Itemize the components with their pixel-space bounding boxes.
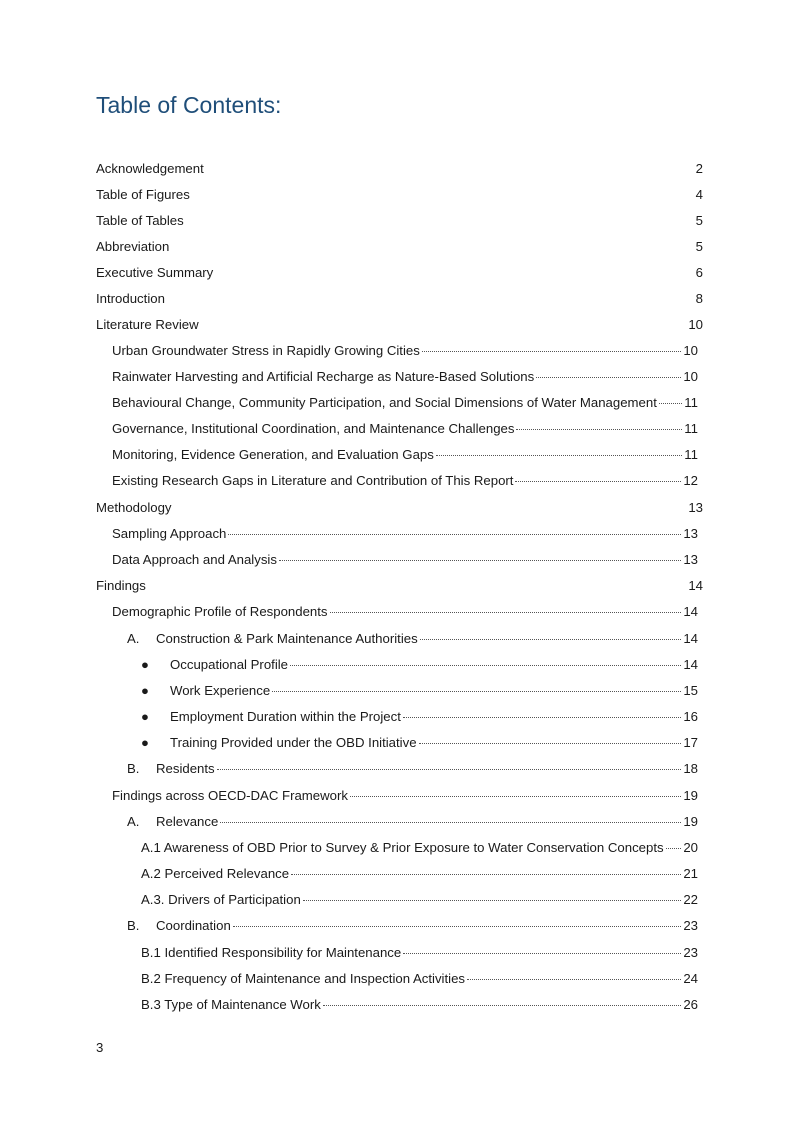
toc-entry-label: Construction & Park Maintenance Authorities <box>156 631 418 646</box>
toc-entry[interactable] <box>112 447 698 463</box>
toc-entry-page: 2 <box>695 161 703 176</box>
toc-entry-label: Employment Duration within the Project <box>170 709 401 724</box>
toc-entry[interactable] <box>96 291 703 307</box>
toc-entry-marker: A. <box>127 814 140 829</box>
toc-entry-label: Sampling Approach <box>112 526 227 541</box>
toc-entry-page: 4 <box>695 187 703 202</box>
toc-entry-page: 26 <box>683 997 698 1012</box>
toc-entry-marker: B. <box>127 918 140 933</box>
toc-dot-leader <box>536 377 681 378</box>
bullet-icon: ● <box>141 709 149 724</box>
toc-entry-page: 14 <box>683 631 698 646</box>
page-number: 3 <box>96 1040 104 1055</box>
toc-entry-label: Data Approach and Analysis <box>112 552 277 567</box>
toc-entry-label: A.1 Awareness of OBD Prior to Survey & Prior Exposure to Water Conservation Concepts <box>141 840 664 855</box>
toc-entry-page: 23 <box>683 945 698 960</box>
toc-entry-label: B.3 Type of Maintenance Work <box>141 997 321 1012</box>
toc-dot-leader <box>330 612 682 613</box>
toc-entry-label: Acknowledgement <box>96 161 204 176</box>
toc-entry[interactable] <box>112 343 698 359</box>
toc-entry[interactable] <box>96 317 703 333</box>
toc-entry-label: Behavioural Change, Community Participation, and Social Dimensions of Water Management <box>112 395 657 410</box>
toc-entry[interactable] <box>141 945 698 961</box>
toc-entry-page: 16 <box>683 709 698 724</box>
toc-entry[interactable] <box>112 526 698 542</box>
toc-entry-label: Table of Tables <box>96 213 184 228</box>
toc-entry-label: Residents <box>156 761 215 776</box>
toc-dot-leader <box>290 665 681 666</box>
toc-dot-leader <box>279 560 681 561</box>
toc-entry-page: 24 <box>683 971 698 986</box>
toc-entry-page: 11 <box>684 421 698 436</box>
toc-entry-marker: B. <box>127 761 140 776</box>
toc-entry-page: 23 <box>683 918 698 933</box>
toc-entry-page: 19 <box>683 788 698 803</box>
toc-entry[interactable] <box>96 161 703 177</box>
toc-dot-leader <box>420 639 682 640</box>
toc-entry-page: 19 <box>683 814 698 829</box>
toc-dot-leader <box>233 926 682 927</box>
toc-entry[interactable] <box>127 814 698 830</box>
toc-entry[interactable] <box>96 265 703 281</box>
toc-entry[interactable] <box>141 709 698 725</box>
toc-entry[interactable] <box>96 187 703 203</box>
toc-entry[interactable] <box>112 788 698 804</box>
toc-entry-page: 15 <box>683 683 698 698</box>
toc-dot-leader <box>436 455 682 456</box>
toc-dot-leader <box>323 1005 681 1006</box>
toc-entry-label: Rainwater Harvesting and Artificial Recharge as Nature-Based Solutions <box>112 369 535 384</box>
bullet-icon: ● <box>141 657 149 672</box>
toc-entry[interactable] <box>141 997 698 1013</box>
toc-entry[interactable] <box>96 500 703 516</box>
toc-entry-page: 12 <box>683 473 698 488</box>
toc-entry-page: 11 <box>684 447 698 462</box>
toc-entry-page: 10 <box>683 343 698 358</box>
toc-entry[interactable] <box>96 213 703 229</box>
toc-entry[interactable] <box>141 866 698 882</box>
toc-entry[interactable] <box>112 604 698 620</box>
toc-entry-label: Work Experience <box>170 683 271 698</box>
toc-dot-leader <box>403 953 681 954</box>
toc-entry-label: Occupational Profile <box>170 657 289 672</box>
toc-entry-label: Existing Research Gaps in Literature and Contribution of This Report <box>112 473 514 488</box>
toc-dot-leader <box>422 351 681 352</box>
toc-entry-label: Executive Summary <box>96 265 214 280</box>
toc-entry[interactable] <box>96 578 703 594</box>
toc-entry-label: Coordination <box>156 918 231 933</box>
toc-entry-label: Table of Figures <box>96 187 190 202</box>
toc-entry-page: 5 <box>695 239 703 254</box>
toc-dot-leader <box>228 534 681 535</box>
toc-entry[interactable] <box>141 892 698 908</box>
toc-entry[interactable] <box>141 840 698 856</box>
toc-dot-leader <box>515 481 681 482</box>
toc-dot-leader <box>516 429 682 430</box>
toc-entry-label: Literature Review <box>96 317 199 332</box>
toc-entry[interactable] <box>112 473 698 489</box>
toc-entry-page: 10 <box>683 369 698 384</box>
toc-entry[interactable] <box>112 395 698 411</box>
toc-dot-leader <box>303 900 682 901</box>
toc-entry-page: 14 <box>688 578 703 593</box>
toc-entry-page: 11 <box>684 395 698 410</box>
toc-entry-page: 20 <box>683 840 698 855</box>
toc-entry-label: Abbreviation <box>96 239 170 254</box>
toc-entry-label: B.2 Frequency of Maintenance and Inspection Activities <box>141 971 466 986</box>
toc-entry[interactable] <box>112 369 698 385</box>
toc-dot-leader <box>220 822 681 823</box>
toc-entry-label: Findings <box>96 578 146 593</box>
toc-entry-page: 13 <box>683 526 698 541</box>
toc-entry[interactable] <box>141 683 698 699</box>
toc-title: Table of Contents: <box>96 92 282 118</box>
toc-dot-leader <box>291 874 681 875</box>
toc-dot-leader <box>350 796 681 797</box>
toc-dot-leader <box>217 769 682 770</box>
toc-dot-leader <box>403 717 681 718</box>
toc-entry[interactable] <box>141 735 698 751</box>
toc-entry-page: 17 <box>683 735 698 750</box>
toc-entry[interactable] <box>96 239 703 255</box>
toc-dot-leader <box>467 979 681 980</box>
toc-dot-leader <box>419 743 682 744</box>
toc-entry[interactable] <box>127 631 698 647</box>
toc-entry-page: 13 <box>683 552 698 567</box>
toc-entry-page: 18 <box>683 761 698 776</box>
toc-entry-page: 14 <box>683 604 698 619</box>
toc-entry[interactable] <box>141 971 698 987</box>
toc-entry[interactable] <box>141 657 698 673</box>
toc-entry-label: Findings across OECD-DAC Framework <box>112 788 348 803</box>
bullet-icon: ● <box>141 735 149 750</box>
toc-entry-page: 10 <box>688 317 703 332</box>
toc-entry[interactable] <box>112 552 698 568</box>
toc-entry-label: B.1 Identified Responsibility for Maintenance <box>141 945 402 960</box>
bullet-icon: ● <box>141 683 149 698</box>
toc-entry[interactable] <box>127 918 698 934</box>
toc-entry-label: Demographic Profile of Respondents <box>112 604 328 619</box>
toc-entry-page: 21 <box>683 866 698 881</box>
toc-entry-marker: A. <box>127 631 140 646</box>
toc-entry-page: 6 <box>695 265 703 280</box>
toc-entry-label: Governance, Institutional Coordination, and Maintenance Challenges <box>112 421 515 436</box>
toc-entry-page: 22 <box>683 892 698 907</box>
toc-entry-page: 14 <box>683 657 698 672</box>
toc-entry-label: Monitoring, Evidence Generation, and Evaluation Gaps <box>112 447 434 462</box>
toc-entry-page: 8 <box>695 291 703 306</box>
toc-entry-page: 13 <box>688 500 703 515</box>
toc-entry-label: Introduction <box>96 291 165 306</box>
toc-entry-page: 5 <box>695 213 703 228</box>
toc-entry[interactable] <box>127 761 698 777</box>
toc-dot-leader <box>272 691 681 692</box>
toc-entry[interactable] <box>112 421 698 437</box>
toc-entry-label: Training Provided under the OBD Initiative <box>170 735 417 750</box>
toc-dot-leader <box>666 848 682 849</box>
toc-entry-label: Relevance <box>156 814 219 829</box>
toc-dot-leader <box>659 403 682 404</box>
toc-entry-label: Urban Groundwater Stress in Rapidly Growing Cities <box>112 343 420 358</box>
toc-entry-label: Methodology <box>96 500 172 515</box>
toc-entry-label: A.2 Perceived Relevance <box>141 866 290 881</box>
toc-entry-label: A.3. Drivers of Participation <box>141 892 301 907</box>
